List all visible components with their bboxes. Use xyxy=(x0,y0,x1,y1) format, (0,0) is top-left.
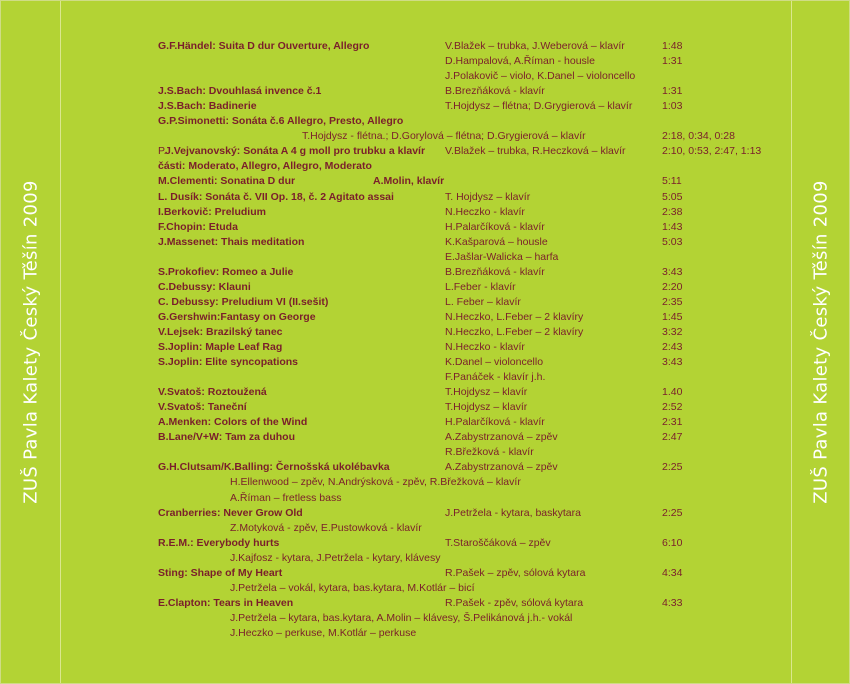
track-performers: N.Heczko, L.Feber – 2 klavíry xyxy=(445,310,584,323)
track-piece: L. Dusík: Sonáta č. VII Op. 18, č. 2 Agitato assai xyxy=(158,190,394,203)
right-spine-text: ZUŠ Pavla Kalety Český Těšín 2009 xyxy=(810,180,832,504)
track-sub-performers: Z.Motyková - zpěv, E.Pustowková - klavír xyxy=(230,521,422,534)
track-piece: M.Clementi: Sonatina D dur xyxy=(158,175,296,188)
track-performers: R.Břežková - klavír xyxy=(445,446,534,459)
track-duration: 1:31 xyxy=(662,55,683,68)
track-piece: G.F.Händel: Suita D dur Ouverture, Allegro xyxy=(158,40,370,52)
track-piece: J.Vejvanovský: Sonáta A 4 g moll pro trubku a klavír xyxy=(165,145,426,158)
track-duration: 2:38 xyxy=(662,205,683,218)
track-piece: V.Svatoš: Taneční xyxy=(158,401,247,414)
track-piece: C.Debussy: Klauni xyxy=(158,280,251,293)
track-performers: R.Pašek – zpěv, sólová kytara xyxy=(445,566,586,579)
track-performers: V.Blažek – trubka, R.Heczková – klavír xyxy=(445,145,626,158)
track-piece: B.Lane/V+W: Tam za duhou xyxy=(158,431,295,444)
track-performers: L. Feber – klavír xyxy=(445,295,521,308)
track-performers: T. Hojdysz – klavír xyxy=(445,190,531,203)
track-sub-performers: J.Petržela – vokál, kytara, bas.kytara, M.Kotlár – bicí xyxy=(230,581,475,594)
track-performers: N.Heczko - klavír xyxy=(445,205,525,218)
track-sub-performers: J.Petržela – kytara, bas.kytara, A.Molin – klávesy, Š.Pelikánová j.h.- vokál xyxy=(230,611,573,624)
track-piece: Cranberries: Never Grow Old xyxy=(158,506,303,519)
track-piece: V.Lejsek: Brazilský tanec xyxy=(158,325,283,338)
track-performers: D.Hampalová, A.Říman - housle xyxy=(445,55,595,68)
track-duration: 2:25 xyxy=(662,506,683,519)
track-piece: J.Massenet: Thais meditation xyxy=(158,235,305,248)
track-sub-performers: A.Říman – fretless bass xyxy=(230,491,342,504)
track-duration: 1:48 xyxy=(662,40,683,52)
track-piece: Sting: Shape of My Heart xyxy=(158,566,283,579)
track-duration: 2:18, 0:34, 0:28 xyxy=(662,130,735,143)
track-performers: T.Hojdysz – klavír xyxy=(445,386,528,399)
track-performers: T.Hojdysz – flétna; D.Grygierová – klavír xyxy=(445,100,633,113)
track-performers: K.Kašparová – housle xyxy=(445,235,548,248)
track-piece: části: Moderato, Allegro, Allegro, Moderato xyxy=(158,160,372,173)
track-duration: 1:03 xyxy=(662,100,683,113)
track-duration: 4:34 xyxy=(662,566,683,579)
track-piece: J.S.Bach: Badinerie xyxy=(158,100,257,113)
track-duration: 2:25 xyxy=(662,461,683,474)
track-performers: A.Zabystrzanová – zpěv xyxy=(445,431,558,444)
track-performers: V.Blažek – trubka, J.Weberová – klavír xyxy=(445,40,625,52)
track-performers: J.Polakovič – violo, K.Danel – violoncello xyxy=(445,70,636,83)
track-duration: 2:35 xyxy=(662,295,683,308)
track-piece: G.Gershwin:Fantasy on George xyxy=(158,310,316,323)
track-piece: I.Berkovič: Preludium xyxy=(158,205,266,218)
track-duration: 4:33 xyxy=(662,596,683,609)
track-performers: J.Petržela - kytara, baskytara xyxy=(445,506,581,519)
track-performers: K.Danel – violoncello xyxy=(445,356,544,369)
track-performers: B.Brezňáková - klavír xyxy=(445,85,545,98)
track-piece-performer: A.Molin, klavír xyxy=(373,175,445,188)
track-duration: 2:47 xyxy=(662,431,683,444)
track-sub-performers: J.Kajfosz - kytara, J.Petržela - kytary, klávesy xyxy=(230,551,441,564)
track-piece: G.H.Clutsam/K.Balling: Černošská ukolébavka xyxy=(158,461,390,474)
track-list xyxy=(1,1,849,683)
track-duration: 5:03 xyxy=(662,235,683,248)
track-duration: 1:43 xyxy=(662,220,683,233)
track-duration: 1:45 xyxy=(662,310,683,323)
track-duration: 2:31 xyxy=(662,416,683,429)
track-duration: 1:31 xyxy=(662,85,683,98)
track-piece: F.Chopin: Etuda xyxy=(158,220,238,233)
track-duration: 5:11 xyxy=(662,175,682,188)
track-duration: 2:10, 0:53, 2:47, 1:13 xyxy=(662,145,762,158)
track-performers: H.Palarčíková - klavír xyxy=(445,416,545,429)
track-performers: H.Palarčíková - klavír xyxy=(445,220,545,233)
track-piece: S.Joplin: Elite syncopations xyxy=(158,356,299,369)
track-performers: T.Staroščáková – zpěv xyxy=(445,536,551,549)
track-sub-performers: J.Heczko – perkuse, M.Kotlár – perkuse xyxy=(230,626,417,639)
track-duration: 2:52 xyxy=(662,401,683,414)
track-performers: T.Hojdysz – klavír xyxy=(445,401,528,414)
track-piece: J.S.Bach: Dvouhlasá invence č.1 xyxy=(158,85,322,98)
left-spine-text: ZUŠ Pavla Kalety Český Těšín 2009 xyxy=(20,180,42,504)
track-performers: N.Heczko - klavír xyxy=(445,341,525,353)
track-duration: 2:20 xyxy=(662,280,683,293)
track-performers: R.Pašek - zpěv, sólová kytara xyxy=(445,596,584,609)
track-performers: F.Panáček - klavír j.h. xyxy=(445,371,546,384)
track-duration: 3:32 xyxy=(662,325,683,338)
track-performers: L.Feber - klavír xyxy=(445,280,516,293)
track-performers: A.Zabystrzanová – zpěv xyxy=(445,461,558,474)
track-piece: S.Joplin: Maple Leaf Rag xyxy=(158,341,283,353)
track-piece-prefix: P. xyxy=(158,145,167,158)
track-piece: R.E.M.: Everybody hurts xyxy=(158,536,280,549)
track-duration: 6:10 xyxy=(662,536,683,549)
track-performers: B.Brezňáková - klavír xyxy=(445,265,545,278)
track-performers: N.Heczko, L.Feber – 2 klavíry xyxy=(445,325,584,338)
track-duration: 5:05 xyxy=(662,190,683,203)
track-piece: A.Menken: Colors of the Wind xyxy=(158,416,308,429)
track-piece: V.Svatoš: Roztoužená xyxy=(158,386,267,399)
track-duration: 3:43 xyxy=(662,356,683,369)
track-duration: 2:43 xyxy=(662,341,683,353)
track-sub-performers: H.Ellenwood – zpěv, N.Andrýsková - zpěv, R.Břežková – klavír xyxy=(230,476,521,489)
track-piece: C. Debussy: Preludium VI (II.sešit) xyxy=(158,295,329,308)
track-performers: E.Jašlar-Walicka – harfa xyxy=(445,250,559,263)
track-duration: 1.40 xyxy=(662,386,683,399)
track-piece: E.Clapton: Tears in Heaven xyxy=(158,596,294,609)
track-performers: T.Hojdysz - flétna.; D.Gorylová – flétna; D.Grygierová – klavír xyxy=(302,130,586,143)
track-piece: S.Prokofiev: Romeo a Julie xyxy=(158,265,294,278)
track-piece: G.P.Simonetti: Sonáta č.6 Allegro, Presto, Allegro xyxy=(158,115,404,128)
track-duration: 3:43 xyxy=(662,265,683,278)
